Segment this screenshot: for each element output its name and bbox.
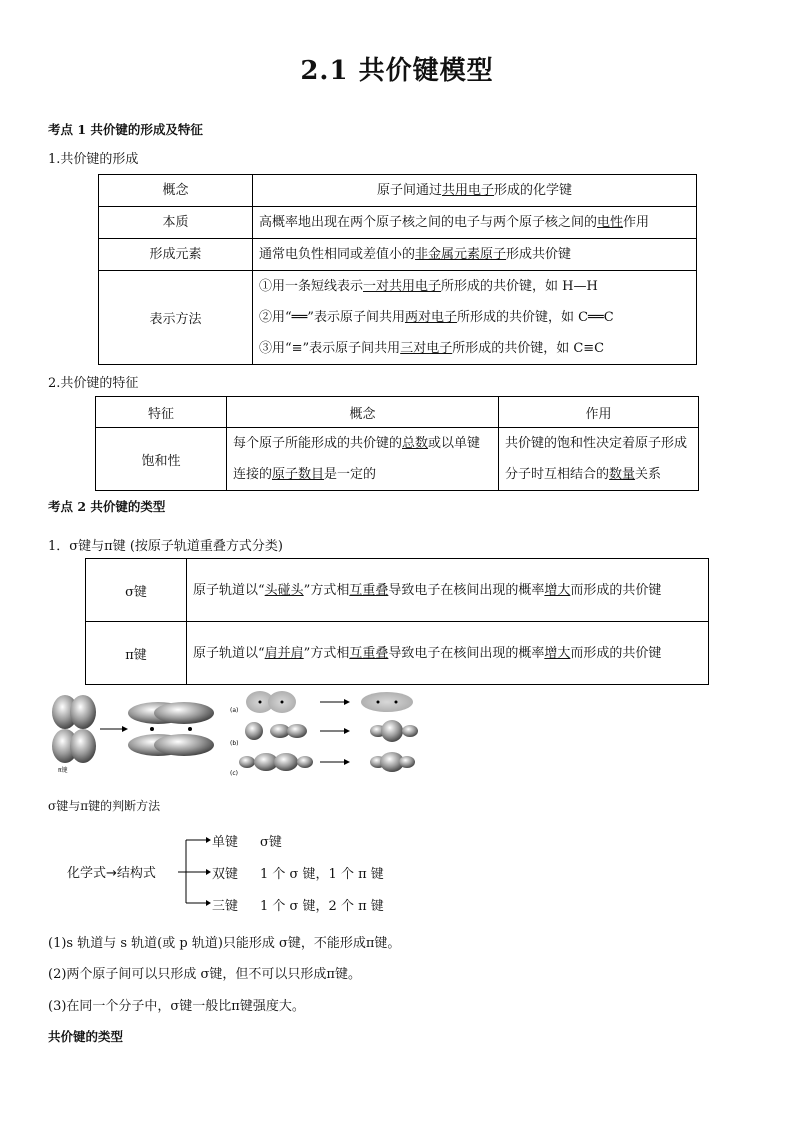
table-row — [99, 271, 697, 365]
section-heading-2: 考点 2 共价键的类型 — [48, 499, 166, 514]
single-bond-row: 单键 σ键 — [212, 835, 282, 850]
s-p-orbitals — [245, 722, 307, 740]
fig-a-label: (a) — [230, 707, 239, 714]
row-content: 通常电负性相同或差值小的非金属元素原子形成共价键 — [253, 239, 697, 271]
sigma-desc: 原子轨道以“头碰头”方式相互重叠导致电子在核间出现的概率增大而形成的共价键 — [187, 559, 709, 622]
section-heading-1: 考点 1 共价键的形成及特征 — [48, 122, 203, 137]
nucleus-dot — [395, 701, 398, 704]
feature-cell: 饱和性 — [96, 428, 227, 491]
formation-table — [98, 174, 697, 365]
row-content: 原子间通过共用电子形成的化学键 — [253, 175, 697, 207]
pi-desc: 原子轨道以“肩并肩”方式相互重叠导致电子在核间出现的概率增大而形成的共价键 — [187, 622, 709, 685]
note-3: (3)在同一个分子中，σ键一般比π键强度大。 — [48, 999, 305, 1014]
judge-formula: 化学式→结构式 — [67, 866, 156, 881]
pi-overlap-shape — [128, 702, 214, 756]
table-row — [96, 428, 699, 491]
double-bond-row: 双键 1 个 σ 键，1 个 π 键 — [212, 867, 384, 882]
tail-heading: 共价键的类型 — [48, 1029, 124, 1044]
table-row — [86, 622, 709, 685]
sigma-label: σ键 — [86, 559, 187, 622]
s-p-overlap — [370, 720, 418, 742]
effect-cell: 共价键的饱和性决定着原子形成分子时互相结合的数量关系 — [499, 428, 699, 491]
nucleus-dot — [377, 701, 380, 704]
concept-cell: 每个原子所能形成的共价键的总数或以单键连接的原子数目是一定的 — [227, 428, 499, 491]
subheading-sigma-pi: 1．σ键与π键 (按原子轨道重叠方式分类) — [48, 539, 283, 554]
row-label: 形成元素 — [99, 239, 253, 271]
table-row — [99, 207, 697, 239]
table-row — [99, 239, 697, 271]
p-orbitals-left — [52, 695, 96, 763]
p-p-overlap — [370, 752, 415, 772]
s-s-orbitals — [246, 691, 296, 713]
pi-label: π键 — [86, 622, 187, 685]
table-row — [86, 559, 709, 622]
subheading-features: 2.共价键的特征 — [48, 376, 139, 391]
orbital-overlap-figure — [48, 690, 428, 786]
row-content: 高概率地出现在两个原子核之间的电子与两个原子核之间的电性作用 — [253, 207, 697, 239]
branch-bracket — [178, 835, 212, 909]
table-row — [96, 397, 699, 428]
subheading-formation: 1.共价键的形成 — [48, 152, 139, 167]
triple-bond-row: 三键 1 个 σ 键，2 个 π 键 — [212, 899, 384, 914]
page-title: 2.1 共价键模型 — [300, 56, 494, 86]
row-label: 表示方法 — [99, 271, 253, 365]
fig-pi-label: π键 — [58, 767, 68, 774]
arrow-icon — [344, 759, 350, 765]
sigma-pi-table — [85, 558, 709, 685]
header-effect: 作用 — [499, 397, 699, 428]
fig-c-label: (c) — [230, 770, 238, 777]
table-row — [99, 175, 697, 207]
judge-heading: σ键与π键的判断方法 — [48, 799, 161, 813]
arrow-icon — [344, 728, 350, 734]
arrow-icon — [122, 726, 128, 732]
arrow-icon — [344, 699, 350, 705]
note-2: (2)两个原子间可以只形成 σ键，但不可以只形成π键。 — [48, 967, 361, 982]
p-p-orbitals — [239, 753, 313, 771]
row-label: 本质 — [99, 207, 253, 239]
row-label: 概念 — [99, 175, 253, 207]
row-content: ①用一条短线表示一对共用电子所形成的共价键，如 H—H ②用“══”表示原子间共用两对电子所形成的共价键，如 C══C ③用“≡”表示原子间共用三对电子所形成的共价键，如 C≡C — [253, 271, 697, 365]
header-feature: 特征 — [96, 397, 227, 428]
features-table — [95, 396, 699, 491]
header-concept: 概念 — [227, 397, 499, 428]
s-s-overlap — [361, 692, 413, 712]
note-1: (1)s 轨道与 s 轨道(或 p 轨道)只能形成 σ键，不能形成π键。 — [48, 936, 401, 951]
fig-b-label: (b) — [230, 740, 239, 747]
